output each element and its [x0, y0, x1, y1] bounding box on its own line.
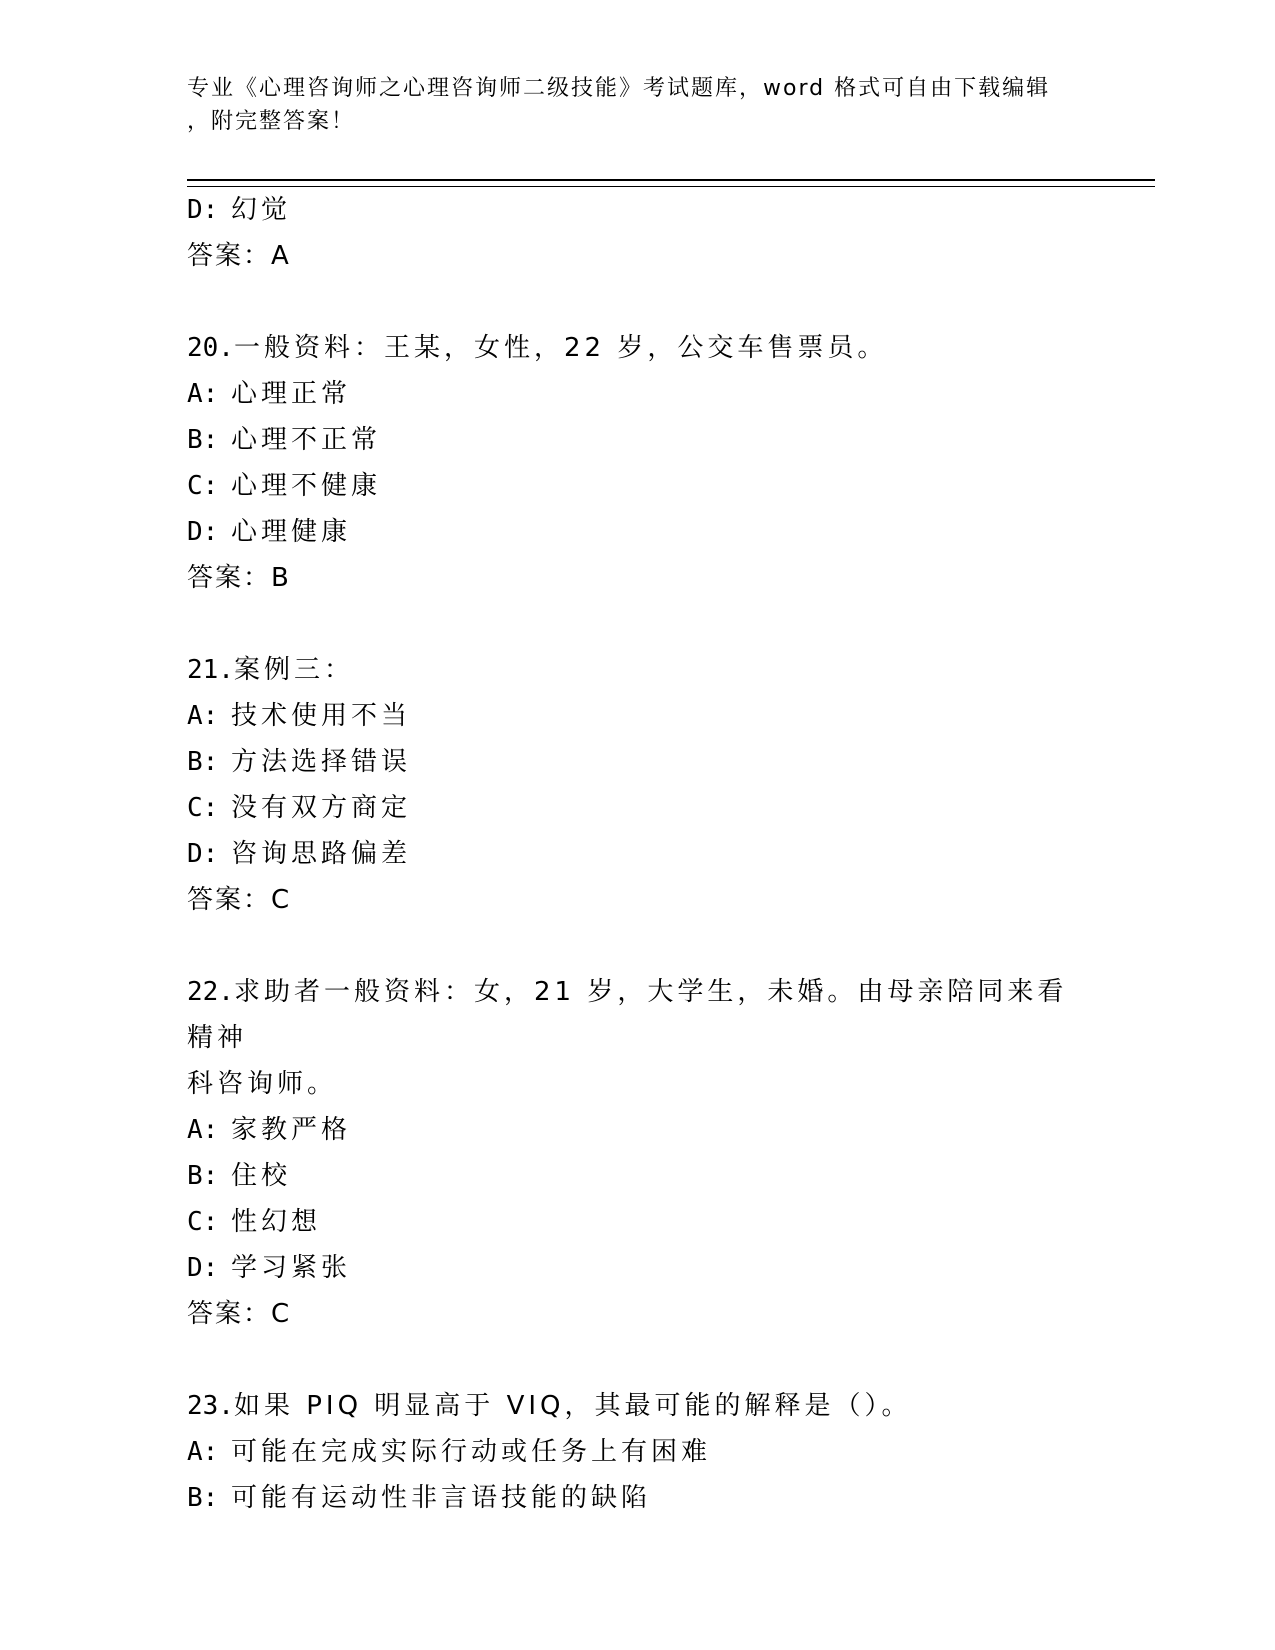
header-line-1: 专业《心理咨询师之心理咨询师二级技能》考试题库，word 格式可自由下载编辑	[187, 76, 1051, 101]
answer-line: 答案：A	[187, 241, 291, 271]
option-row	[187, 509, 1087, 555]
option-text: 没有双方商定	[231, 793, 412, 823]
option-label: C:	[187, 1207, 219, 1237]
answer-line: 答案：C	[187, 1299, 292, 1329]
option-label: C:	[187, 793, 219, 823]
question-number: 20.	[187, 333, 234, 363]
option-text: 心理正常	[231, 379, 352, 409]
question-text: 如果 PIQ 明显高于 VIQ，其最可能的解释是（）。	[233, 1391, 912, 1421]
question-stem	[187, 969, 1087, 1061]
option-label: D:	[187, 195, 219, 225]
answer-line: 答案：B	[187, 563, 291, 593]
option-label: B:	[187, 1161, 219, 1191]
question-stem	[187, 1383, 1087, 1429]
answer-line: 答案：C	[187, 885, 292, 915]
option-text: 可能在完成实际行动或任务上有困难	[231, 1437, 712, 1467]
option-label: B:	[187, 425, 219, 455]
option-label: D:	[187, 517, 219, 547]
option-text: 心理不正常	[231, 425, 382, 455]
option-text: 咨询思路偏差	[231, 839, 412, 869]
option-label: B:	[187, 747, 219, 777]
option-row	[187, 1245, 1087, 1291]
option-row	[187, 739, 1087, 785]
question-number: 22.	[187, 977, 234, 1007]
header-line-2: ，附完整答案！	[187, 109, 356, 134]
option-text: 方法选择错误	[231, 747, 412, 777]
header-divider	[187, 179, 1155, 187]
option-text: 住校	[231, 1161, 292, 1191]
option-text: 幻觉	[231, 195, 292, 225]
option-row	[187, 785, 1087, 831]
option-row	[187, 1153, 1087, 1199]
option-text: 可能有运动性非言语技能的缺陷	[231, 1483, 652, 1513]
option-text: 家教严格	[231, 1115, 352, 1145]
question-stem-continued: 科咨询师。	[187, 1069, 338, 1099]
option-row	[187, 1107, 1087, 1153]
question-text: 一般资料：王某，女性，22 岁，公交车售票员。	[233, 333, 888, 363]
option-row	[187, 1429, 1087, 1475]
option-text: 心理不健康	[231, 471, 382, 501]
option-label: A:	[187, 1437, 219, 1467]
spacer	[187, 1337, 1087, 1383]
option-label: B:	[187, 1483, 219, 1513]
option-row	[187, 371, 1087, 417]
option-text: 心理健康	[231, 517, 352, 547]
question-stem	[187, 647, 1087, 693]
option-label: D:	[187, 839, 219, 869]
option-row	[187, 831, 1087, 877]
question-text: 求助者一般资料：女，21 岁，大学生，未婚。由母亲陪同来看精神	[187, 977, 1068, 1053]
option-label: A:	[187, 701, 219, 731]
option-text: 性幻想	[231, 1207, 322, 1237]
option-label: C:	[187, 471, 219, 501]
option-row	[187, 693, 1087, 739]
option-label: A:	[187, 1115, 219, 1145]
question-number: 21.	[187, 655, 234, 685]
question-list	[187, 187, 1087, 1521]
option-row	[187, 463, 1087, 509]
option-row	[187, 1199, 1087, 1245]
document-header	[187, 72, 1087, 138]
option-text: 技术使用不当	[231, 701, 412, 731]
spacer	[187, 601, 1087, 647]
spacer	[187, 923, 1087, 969]
option-row	[187, 187, 1087, 233]
question-number: 23.	[187, 1391, 234, 1421]
question-stem	[187, 325, 1087, 371]
spacer	[187, 279, 1087, 325]
option-label: A:	[187, 379, 219, 409]
option-text: 学习紧张	[231, 1253, 352, 1283]
option-label: D:	[187, 1253, 219, 1283]
option-row	[187, 417, 1087, 463]
option-row	[187, 1475, 1087, 1521]
question-text: 案例三：	[233, 655, 354, 685]
